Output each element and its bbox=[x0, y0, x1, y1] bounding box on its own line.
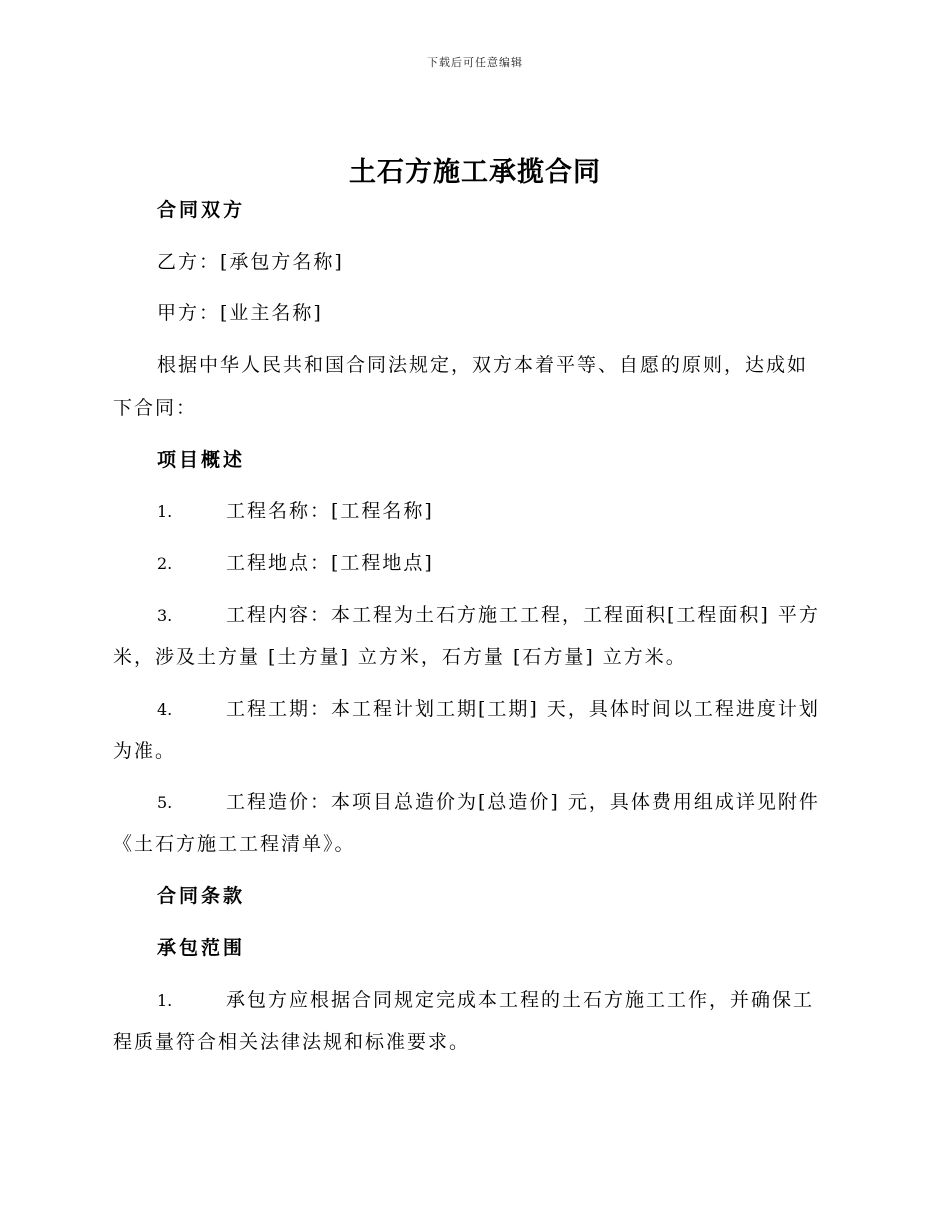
list-item-text: 工程地点：[工程地点] bbox=[226, 552, 434, 574]
list-item-number: 4. bbox=[157, 700, 173, 719]
party-a-line: 甲方：[业主名称] bbox=[157, 302, 323, 324]
list-item-number: 3. bbox=[157, 606, 173, 625]
section-heading-overview: 项目概述 bbox=[157, 449, 246, 471]
list-item-text: 工程名称：[工程名称] bbox=[226, 500, 434, 522]
party-b-line: 乙方：[承包方名称] bbox=[157, 251, 344, 273]
list-item-text: 工程工期：本工程计划工期[工期] 天，具体时间以工程进度计划 bbox=[226, 698, 820, 720]
list-item-text: 工程内容：本工程为土石方施工工程，工程面积[工程面积] 平方 bbox=[226, 604, 820, 626]
list-item-number: 2. bbox=[157, 554, 173, 573]
list-item-text-continued: 米，涉及土方量 [土方量] 立方米，石方量 [石方量] 立方米。 bbox=[113, 646, 687, 668]
list-item-text: 承包方应根据合同规定完成本工程的土石方施工工作，并确保工 bbox=[226, 989, 815, 1011]
list-item-number: 1. bbox=[157, 502, 173, 521]
section-heading-terms: 合同条款 bbox=[157, 885, 246, 907]
preamble-line-2: 下合同： bbox=[113, 397, 198, 419]
document-title: 土石方施工承揽合同 bbox=[349, 157, 601, 188]
list-item-number: 1. bbox=[157, 991, 173, 1010]
section-heading-parties: 合同双方 bbox=[157, 199, 246, 221]
section-heading-scope: 承包范围 bbox=[157, 937, 246, 959]
list-item-text-continued: 为准。 bbox=[113, 740, 177, 762]
list-item-number: 5. bbox=[157, 793, 173, 812]
list-item-text-continued: 程质量符合相关法律法规和标准要求。 bbox=[113, 1031, 471, 1053]
preamble-line-1: 根据中华人民共和国合同法规定，双方本着平等、自愿的原则，达成如 bbox=[157, 354, 809, 376]
list-item-text-continued: 《土石方施工工程清单》。 bbox=[113, 833, 356, 855]
list-item-text: 工程造价：本项目总造价为[总造价] 元，具体费用组成详见附件 bbox=[226, 791, 820, 813]
header-note: 下载后可任意编辑 bbox=[427, 56, 523, 69]
